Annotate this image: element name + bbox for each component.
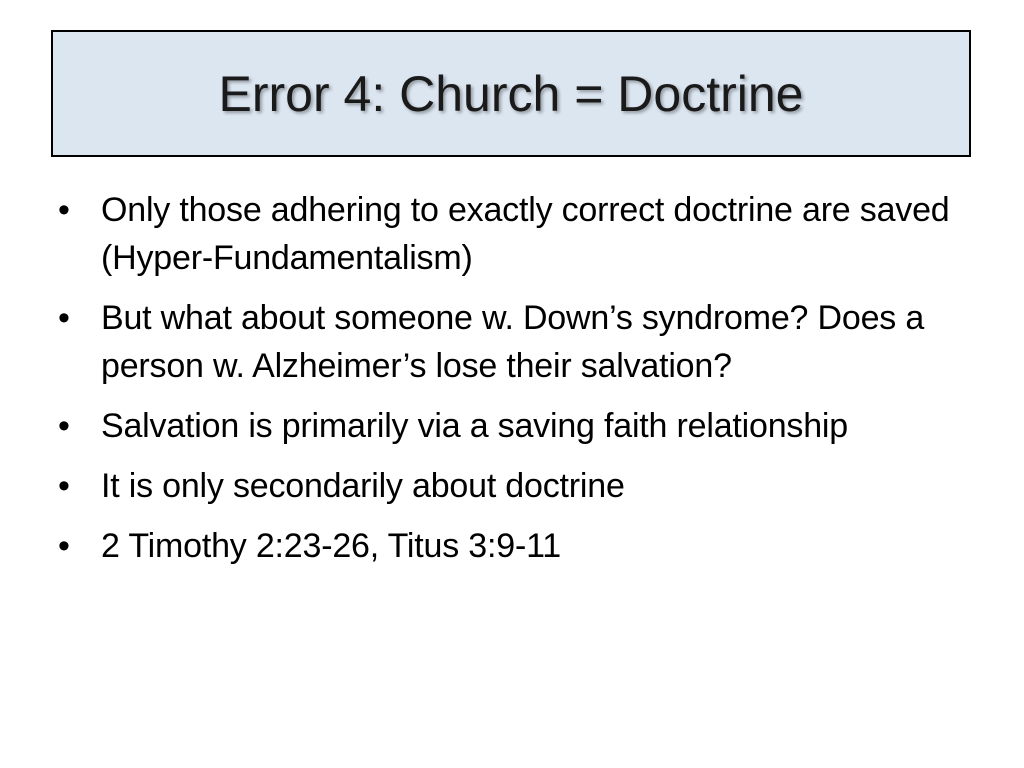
bullet-icon: • [58, 467, 70, 505]
bullet-text: 2 Timothy 2:23-26, Titus 3:9-11 [101, 527, 561, 565]
bullet-icon: • [58, 191, 70, 229]
bullet-icon: • [58, 299, 70, 337]
bullet-item [56, 402, 956, 450]
bullet-text: But what about someone w. Down’s syndrome? Does a person w. Alzheimer’s lose their salvation? [101, 299, 925, 385]
bullet-list [56, 186, 956, 582]
title-box [51, 30, 971, 157]
bullet-item [56, 294, 956, 390]
bullet-item [56, 462, 956, 510]
bullet-icon: • [58, 527, 70, 565]
bullet-text: It is only secondarily about doctrine [101, 467, 625, 505]
bullet-item [56, 522, 956, 570]
bullet-icon: • [58, 407, 70, 445]
slide-title: Error 4: Church = Doctrine [218, 65, 804, 122]
bullet-item [56, 186, 956, 282]
bullet-text: Only those adhering to exactly correct doctrine are saved (Hyper-Fundamentalism) [101, 191, 950, 277]
bullet-text: Salvation is primarily via a saving faith relationship [101, 407, 848, 445]
